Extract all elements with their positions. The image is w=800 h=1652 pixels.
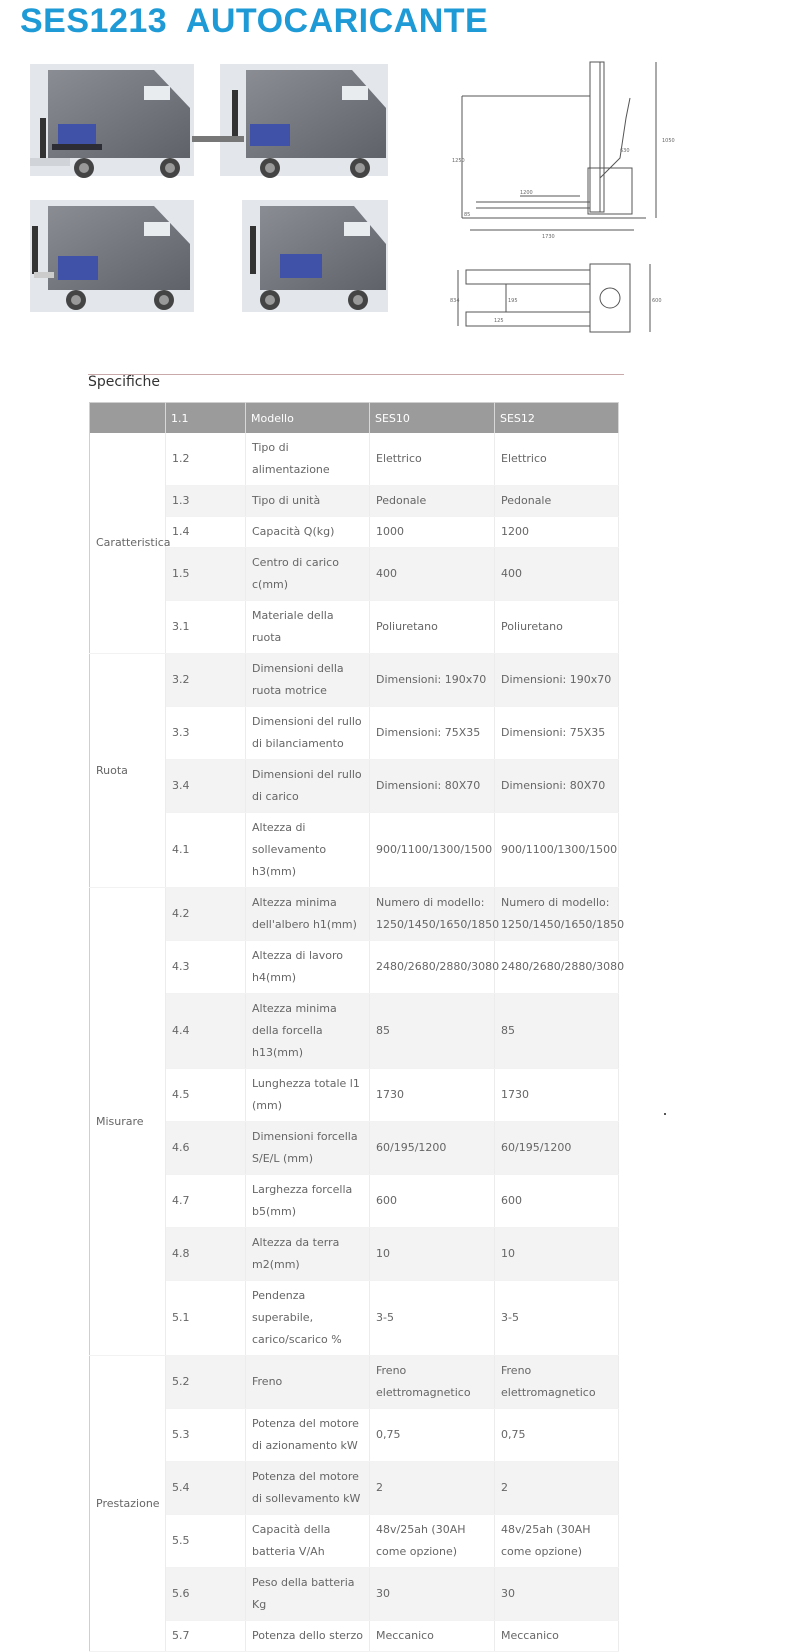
ses10-value-cell: Dimensioni: 190x70 xyxy=(370,654,495,707)
ses12-value-cell: Pedonale xyxy=(495,486,619,517)
table-row xyxy=(90,433,619,486)
table-row xyxy=(90,601,619,654)
header-cell: Modello xyxy=(246,403,370,434)
ses10-value-cell: 2480/2680/2880/3080 xyxy=(370,941,495,994)
ses10-value-cell: 1730 xyxy=(370,1069,495,1122)
ses12-value-cell: 2 xyxy=(495,1462,619,1515)
param-name-cell: Dimensioni del rullo di bilanciamento xyxy=(246,707,370,760)
page-title: SES1213 AUTOCARICANTE xyxy=(20,2,489,40)
table-row xyxy=(90,1621,619,1652)
param-name-cell: Lunghezza totale l1 (mm) xyxy=(246,1069,370,1122)
table-row xyxy=(90,654,619,707)
ses10-value-cell: Poliuretano xyxy=(370,601,495,654)
category-cell: Caratteristica xyxy=(90,433,166,654)
row-code-cell: 5.7 xyxy=(166,1621,246,1652)
param-name-cell: Tipo di alimentazione xyxy=(246,433,370,486)
row-code-cell: 4.8 xyxy=(166,1228,246,1281)
ses12-value-cell: 0,75 xyxy=(495,1409,619,1462)
ses12-value-cell: 30 xyxy=(495,1568,619,1621)
table-row xyxy=(90,486,619,517)
decorative-dot xyxy=(664,1113,666,1115)
ses12-value-cell: 1200 xyxy=(495,517,619,548)
technical-drawing xyxy=(450,58,675,350)
ses12-value-cell: 60/195/1200 xyxy=(495,1122,619,1175)
table-row xyxy=(90,813,619,888)
ses12-value-cell: 2480/2680/2880/3080 xyxy=(495,941,619,994)
ses12-value-cell: Dimensioni: 190x70 xyxy=(495,654,619,707)
dimension-label: 195 xyxy=(508,298,518,304)
param-name-cell: Larghezza forcella b5(mm) xyxy=(246,1175,370,1228)
ses10-value-cell: Dimensioni: 80X70 xyxy=(370,760,495,813)
spec-table-body xyxy=(90,433,625,1652)
table-row xyxy=(90,1122,619,1175)
truck-illustration xyxy=(192,64,388,178)
param-name-cell: Potenza del motore di sollevamento kW xyxy=(246,1462,370,1515)
ses10-value-cell: 1000 xyxy=(370,517,495,548)
table-row xyxy=(90,548,619,601)
header-cell xyxy=(90,403,166,434)
row-code-cell: 5.2 xyxy=(166,1356,246,1409)
row-code-cell: 4.2 xyxy=(166,888,246,941)
row-code-cell: 4.7 xyxy=(166,1175,246,1228)
ses10-value-cell: 600 xyxy=(370,1175,495,1228)
ses10-value-cell: Dimensioni: 75X35 xyxy=(370,707,495,760)
table-row xyxy=(90,707,619,760)
category-cell: Ruota xyxy=(90,654,166,888)
ses12-value-cell: 900/1100/1300/1500 xyxy=(495,813,619,888)
ses10-value-cell: Elettrico xyxy=(370,433,495,486)
param-name-cell: Centro di carico c(mm) xyxy=(246,548,370,601)
ses10-value-cell: 0,75 xyxy=(370,1409,495,1462)
ses12-value-cell: Dimensioni: 75X35 xyxy=(495,707,619,760)
row-code-cell: 1.2 xyxy=(166,433,246,486)
table-row xyxy=(90,1462,619,1515)
ses12-value-cell: 48v/25ah (30AH come opzione) xyxy=(495,1515,619,1568)
ses12-value-cell: 1730 xyxy=(495,1069,619,1122)
table-row xyxy=(90,1409,619,1462)
ses10-value-cell: 2 xyxy=(370,1462,495,1515)
dimension-label: 600 xyxy=(652,298,662,304)
ses10-value-cell: 400 xyxy=(370,548,495,601)
header-cell: SES12 xyxy=(495,403,619,434)
ses10-value-cell: 10 xyxy=(370,1228,495,1281)
header-cell: 1.1 xyxy=(166,403,246,434)
row-code-cell: 3.2 xyxy=(166,654,246,707)
param-name-cell: Capacità della batteria V/Ah xyxy=(246,1515,370,1568)
param-name-cell: Altezza di sollevamento h3(mm) xyxy=(246,813,370,888)
param-name-cell: Altezza minima della forcella h13(mm) xyxy=(246,994,370,1069)
table-row xyxy=(90,1568,619,1621)
row-code-cell: 5.1 xyxy=(166,1281,246,1356)
section-divider xyxy=(88,374,624,375)
dimension-label: 1250 xyxy=(452,158,465,164)
ses12-value-cell: Poliuretano xyxy=(495,601,619,654)
header-cell: SES10 xyxy=(370,403,495,434)
param-name-cell: Freno xyxy=(246,1356,370,1409)
ses12-value-cell: Elettrico xyxy=(495,433,619,486)
row-code-cell: 4.5 xyxy=(166,1069,246,1122)
dimension-label: 125 xyxy=(494,318,504,324)
ses12-value-cell: 600 xyxy=(495,1175,619,1228)
param-name-cell: Altezza da terra m2(mm) xyxy=(246,1228,370,1281)
table-row xyxy=(90,1356,619,1409)
ses12-value-cell: Dimensioni: 80X70 xyxy=(495,760,619,813)
table-row xyxy=(90,941,619,994)
ses10-value-cell: 85 xyxy=(370,994,495,1069)
ses10-value-cell: 30 xyxy=(370,1568,495,1621)
row-code-cell: 5.5 xyxy=(166,1515,246,1568)
param-name-cell: Dimensioni forcella S/E/L (mm) xyxy=(246,1122,370,1175)
row-code-cell: 5.3 xyxy=(166,1409,246,1462)
table-row xyxy=(90,1069,619,1122)
truck-illustration xyxy=(242,200,388,312)
row-code-cell: 5.4 xyxy=(166,1462,246,1515)
param-name-cell: Pendenza superabile, carico/scarico % xyxy=(246,1281,370,1356)
param-name-cell: Potenza dello sterzo xyxy=(246,1621,370,1652)
row-code-cell: 5.6 xyxy=(166,1568,246,1621)
row-code-cell: 1.3 xyxy=(166,486,246,517)
ses12-value-cell: 3-5 xyxy=(495,1281,619,1356)
ses10-value-cell: 48v/25ah (30AH come opzione) xyxy=(370,1515,495,1568)
table-row xyxy=(90,1228,619,1281)
ses10-value-cell: 3-5 xyxy=(370,1281,495,1356)
row-code-cell: 1.5 xyxy=(166,548,246,601)
row-code-cell: 3.4 xyxy=(166,760,246,813)
dimension-label: 630 xyxy=(620,148,630,154)
loading-illustrations xyxy=(24,58,394,320)
dimension-label: 1200 xyxy=(520,190,533,196)
ses10-value-cell: 60/195/1200 xyxy=(370,1122,495,1175)
section-label: Specifiche xyxy=(88,374,160,390)
table-row xyxy=(90,994,619,1069)
ses10-value-cell: 900/1100/1300/1500 xyxy=(370,813,495,888)
table-row xyxy=(90,760,619,813)
ses12-value-cell: Numero di modello: 1250/1450/1650/1850 xyxy=(495,888,619,941)
table-row xyxy=(90,1515,619,1568)
table-row xyxy=(90,888,619,941)
ses12-value-cell: 400 xyxy=(495,548,619,601)
param-name-cell: Tipo di unità xyxy=(246,486,370,517)
param-name-cell: Materiale della ruota xyxy=(246,601,370,654)
dimension-label: 834 xyxy=(450,298,460,304)
ses10-value-cell: Pedonale xyxy=(370,486,495,517)
table-header-row xyxy=(90,403,619,434)
ses10-value-cell: Freno elettromagnetico xyxy=(370,1356,495,1409)
truck-illustration xyxy=(30,64,194,178)
row-code-cell: 1.4 xyxy=(166,517,246,548)
param-name-cell: Peso della batteria Kg xyxy=(246,1568,370,1621)
ses12-value-cell: Meccanico xyxy=(495,1621,619,1652)
param-name-cell: Dimensioni del rullo di carico xyxy=(246,760,370,813)
table-row xyxy=(90,1175,619,1228)
spec-table xyxy=(89,402,625,1652)
ses10-value-cell: Meccanico xyxy=(370,1621,495,1652)
ses12-value-cell: Freno elettromagnetico xyxy=(495,1356,619,1409)
row-code-cell: 3.3 xyxy=(166,707,246,760)
ses12-value-cell: 10 xyxy=(495,1228,619,1281)
truck-illustration xyxy=(30,200,194,312)
category-cell: Misurare xyxy=(90,888,166,1356)
ses12-value-cell: 85 xyxy=(495,994,619,1069)
dimension-label: 1730 xyxy=(542,234,555,240)
ses10-value-cell: Numero di modello: 1250/1450/1650/1850 xyxy=(370,888,495,941)
row-code-cell: 4.4 xyxy=(166,994,246,1069)
category-cell: Prestazione xyxy=(90,1356,166,1652)
param-name-cell: Potenza del motore di azionamento kW xyxy=(246,1409,370,1462)
dimension-label: 1050 xyxy=(662,138,675,144)
param-name-cell: Capacità Q(kg) xyxy=(246,517,370,548)
param-name-cell: Dimensioni della ruota motrice xyxy=(246,654,370,707)
row-code-cell: 4.6 xyxy=(166,1122,246,1175)
row-code-cell: 3.1 xyxy=(166,601,246,654)
dimension-label: 85 xyxy=(464,212,471,218)
param-name-cell: Altezza minima dell'albero h1(mm) xyxy=(246,888,370,941)
table-row xyxy=(90,1281,619,1356)
row-code-cell: 4.1 xyxy=(166,813,246,888)
row-code-cell: 4.3 xyxy=(166,941,246,994)
param-name-cell: Altezza di lavoro h4(mm) xyxy=(246,941,370,994)
